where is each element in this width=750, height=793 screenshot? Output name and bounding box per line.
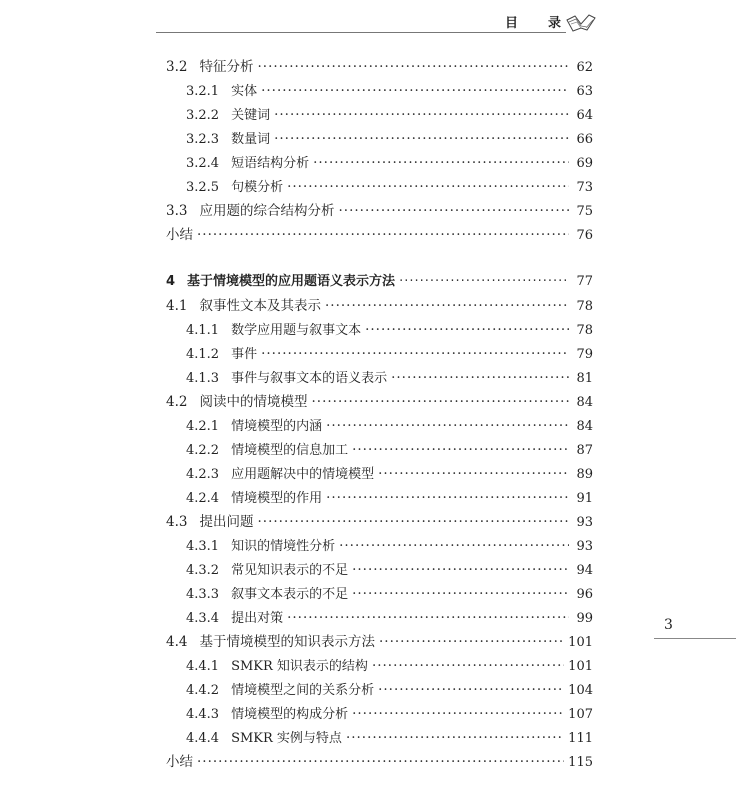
toc-entry[interactable] <box>166 366 593 390</box>
toc-entry[interactable] <box>166 654 593 678</box>
toc-entry-number: 3.2 <box>166 59 188 75</box>
page-number-rule <box>654 638 736 639</box>
toc-entry[interactable] <box>166 606 593 630</box>
toc-entry-title: 事件与叙事文本的语义表示 <box>231 371 388 386</box>
toc-entry-number: 4.1 <box>166 298 188 314</box>
dot-leader <box>261 79 569 103</box>
dot-leader <box>346 726 564 750</box>
toc-entry-number: 4.4.4 <box>186 731 220 746</box>
toc-entry-page: 87 <box>576 443 593 458</box>
dot-leader <box>325 294 569 318</box>
toc-entry-number: 4.2.2 <box>186 443 220 458</box>
toc-entry[interactable] <box>166 103 593 127</box>
dot-leader <box>352 558 569 582</box>
toc-entry-number: 4.2.1 <box>186 419 220 434</box>
toc-entry[interactable] <box>166 151 593 175</box>
toc-entry-page: 91 <box>576 491 593 506</box>
toc-entry-number: 4.3.4 <box>186 611 220 626</box>
toc-entry-title: 情境模型的作用 <box>231 491 323 506</box>
toc-entry[interactable] <box>166 702 593 726</box>
toc-entry-number: 4.1.3 <box>186 371 220 386</box>
toc-entry-page: 75 <box>576 204 593 219</box>
toc-entry[interactable] <box>166 79 593 103</box>
dot-leader <box>257 510 569 534</box>
toc-entry-page: 84 <box>576 419 593 434</box>
toc-entry-page: 64 <box>576 108 593 123</box>
toc-entry-page: 94 <box>576 563 593 578</box>
toc-entry-title: 小结 <box>166 754 193 770</box>
toc-entry-number: 4.4 <box>166 634 188 650</box>
toc-entry[interactable] <box>166 462 593 486</box>
toc-entry-number: 4.3.1 <box>186 539 220 554</box>
toc-entry-title: 提出问题 <box>199 514 254 530</box>
table-of-contents <box>166 55 593 774</box>
dot-leader <box>365 318 569 342</box>
toc-entry-number: 4 <box>166 274 176 289</box>
toc-entry-title: SMKR 知识表示的结构 <box>231 659 368 674</box>
toc-entry-title: 叙事性文本及其表示 <box>199 298 321 314</box>
toc-entry-page: 99 <box>576 611 593 626</box>
toc-entry-page: 93 <box>576 539 593 554</box>
toc-entry-number: 3.2.1 <box>186 84 220 99</box>
dot-leader <box>339 534 569 558</box>
toc-entry-page: 101 <box>568 659 593 674</box>
toc-entry-title: 情境模型的信息加工 <box>231 443 349 458</box>
toc-entry-title: 阅读中的情境模型 <box>199 394 308 410</box>
toc-entry-page: 96 <box>576 587 593 602</box>
dot-leader <box>313 151 569 175</box>
toc-entry-title: 常见知识表示的不足 <box>231 563 349 578</box>
toc-entry[interactable] <box>166 438 593 462</box>
toc-entry-page: 69 <box>576 156 593 171</box>
toc-entry-page: 111 <box>568 731 593 746</box>
toc-entry-title: 应用题解决中的情境模型 <box>231 467 375 482</box>
toc-entry-page: 73 <box>576 180 593 195</box>
toc-entry[interactable] <box>166 390 593 414</box>
toc-entry[interactable] <box>166 294 593 318</box>
header-title-left: 目 <box>505 16 519 31</box>
dot-leader <box>261 342 569 366</box>
dot-leader <box>352 702 564 726</box>
toc-entry-title: 情境模型之间的关系分析 <box>231 683 375 698</box>
toc-entry-title: 叙事文本表示的不足 <box>231 587 349 602</box>
toc-entry-number: 4.3.3 <box>186 587 220 602</box>
toc-entry[interactable] <box>166 199 593 223</box>
toc-entry-title: 实体 <box>231 84 258 99</box>
toc-entry-number: 3.2.5 <box>186 180 220 195</box>
toc-entry-title: 关键词 <box>231 108 271 123</box>
toc-entry-number: 4.2.3 <box>186 467 220 482</box>
toc-entry[interactable] <box>166 678 593 702</box>
toc-entry-page: 77 <box>576 274 593 289</box>
toc-entry-title: 提出对策 <box>231 611 284 626</box>
toc-entry-number: 4.1.1 <box>186 323 220 338</box>
toc-entry-title: 数量词 <box>231 132 271 147</box>
toc-entry-page: 78 <box>576 299 593 314</box>
dot-leader <box>257 55 569 79</box>
toc-entry-number: 4.4.2 <box>186 683 220 698</box>
toc-entry-title: 句模分析 <box>231 180 284 195</box>
toc-entry[interactable] <box>166 510 593 534</box>
toc-entry[interactable] <box>166 270 593 294</box>
toc-entry-number: 4.2.4 <box>186 491 220 506</box>
toc-entry-number: 4.3.2 <box>186 563 220 578</box>
dot-leader <box>372 654 564 678</box>
toc-entry[interactable] <box>166 726 593 750</box>
toc-entry[interactable] <box>166 534 593 558</box>
toc-entry-page: 89 <box>576 467 593 482</box>
header-rule <box>156 32 566 33</box>
dot-leader <box>287 175 569 199</box>
toc-entry[interactable] <box>166 558 593 582</box>
dot-leader <box>378 462 569 486</box>
dot-leader <box>379 630 564 654</box>
toc-entry-page: 104 <box>568 683 593 698</box>
toc-entry-title: 基于情境模型的应用题语义表示方法 <box>187 274 396 289</box>
toc-entry-title: 基于情境模型的知识表示方法 <box>199 634 375 650</box>
toc-entry[interactable] <box>166 582 593 606</box>
toc-entry-page: 93 <box>576 515 593 530</box>
dot-leader <box>197 750 564 774</box>
toc-entry-page: 76 <box>576 228 593 243</box>
toc-entry-title: 情境模型的构成分析 <box>231 707 349 722</box>
dot-leader <box>352 582 569 606</box>
toc-entry-page: 101 <box>568 635 593 650</box>
page-number: 3 <box>664 617 673 633</box>
dot-leader <box>326 486 569 510</box>
toc-entry-title: 小结 <box>166 227 193 243</box>
dot-leader <box>338 199 569 223</box>
toc-entry-title: 数学应用题与叙事文本 <box>231 323 362 338</box>
dot-leader <box>274 127 569 151</box>
toc-entry[interactable] <box>166 175 593 199</box>
toc-entry-title: 短语结构分析 <box>231 156 310 171</box>
dot-leader <box>311 390 569 414</box>
toc-entry-number: 3.2.3 <box>186 132 220 147</box>
toc-entry-page: 84 <box>576 395 593 410</box>
toc-entry-title: 特征分析 <box>199 59 254 75</box>
toc-entry-number: 3.2.4 <box>186 156 220 171</box>
toc-entry[interactable] <box>166 414 593 438</box>
toc-entry-page: 115 <box>568 755 593 770</box>
toc-entry[interactable] <box>166 630 593 654</box>
open-book-icon <box>565 12 597 34</box>
dot-leader <box>287 606 569 630</box>
toc-entry-page: 62 <box>576 60 593 75</box>
toc-entry-number: 4.4.3 <box>186 707 220 722</box>
dot-leader <box>399 270 569 294</box>
toc-entry[interactable] <box>166 486 593 510</box>
toc-entry[interactable] <box>166 55 593 79</box>
header-title-right: 录 <box>548 16 562 31</box>
dot-leader <box>326 414 569 438</box>
toc-entry[interactable] <box>166 223 593 247</box>
toc-entry[interactable] <box>166 342 593 366</box>
dot-leader <box>391 366 569 390</box>
toc-entry-title: 事件 <box>231 347 258 362</box>
toc-entry-number: 3.3 <box>166 203 188 219</box>
dot-leader <box>378 678 564 702</box>
toc-entry-page: 107 <box>568 707 593 722</box>
toc-entry[interactable] <box>166 750 593 774</box>
toc-entry-number: 4.2 <box>166 394 188 410</box>
toc-entry-title: 情境模型的内涵 <box>231 419 323 434</box>
toc-entry[interactable] <box>166 318 593 342</box>
toc-entry-title: 应用题的综合结构分析 <box>199 203 335 219</box>
dot-leader <box>197 223 569 247</box>
toc-entry-title: SMKR 实例与特点 <box>231 731 342 746</box>
toc-entry-page: 79 <box>576 347 593 362</box>
toc-entry-page: 66 <box>576 132 593 147</box>
toc-entry-page: 78 <box>576 323 593 338</box>
toc-entry-number: 3.2.2 <box>186 108 220 123</box>
toc-entry-title: 知识的情境性分析 <box>231 539 336 554</box>
toc-entry[interactable] <box>166 127 593 151</box>
toc-entry-number: 4.4.1 <box>186 659 220 674</box>
toc-entry-page: 63 <box>576 84 593 99</box>
dot-leader <box>274 103 569 127</box>
toc-entry-number: 4.1.2 <box>186 347 220 362</box>
toc-entry-number: 4.3 <box>166 514 188 530</box>
dot-leader <box>352 438 569 462</box>
running-header <box>505 12 561 31</box>
toc-entry-page: 81 <box>576 371 593 386</box>
